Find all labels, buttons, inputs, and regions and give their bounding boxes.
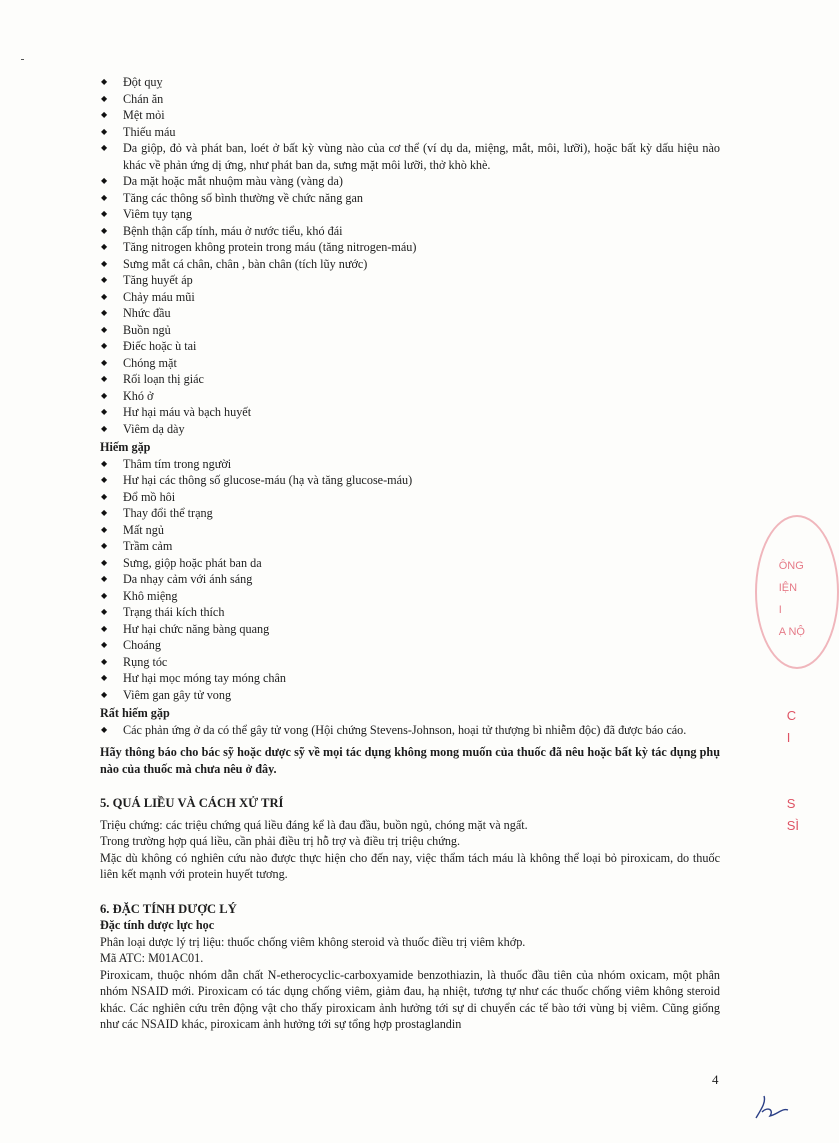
section6-paragraph-2: Mã ATC: M01AC01.: [100, 951, 204, 965]
list-item: ◆ Rụng tóc: [100, 654, 720, 671]
stamp-mark: [787, 771, 799, 793]
list-item: ◆ Sưng mắt cá chân, chân , bàn chân (tích lũy nước): [100, 256, 720, 273]
stamp-line: ÔNG: [778, 560, 804, 572]
section5-paragraph-3: Mặc dù không có nghiên cứu nào được thực hiện cho đến nay, việc thẩm tách máu là không thể loại bỏ piroxicam, do thuốc liên kết mạnh với protein huyết tương.: [100, 850, 720, 881]
list-item: ◆ Thay đổi thể trạng: [100, 505, 720, 522]
list-item: ◆ Đổ mồ hôi: [100, 489, 720, 506]
list-item: ◆ Thiếu máu: [100, 124, 720, 141]
list-item: ◆ Chảy máu mũi: [100, 289, 720, 306]
list-item: ◆ Nhức đầu: [100, 305, 720, 322]
list-item: ◆ Các phản ứng ở da có thể gây tử vong (Hội chứng Stevens-Johnson, hoại tử thượng bì nhiễm độc) đã được báo cáo.: [100, 722, 720, 739]
list-item: ◆ Da mặt hoặc mắt nhuộm màu vàng (vàng da): [100, 173, 720, 190]
stamp-mark: SÌ: [786, 818, 799, 833]
list-item: ◆ Tăng nitrogen không protein trong máu (tăng nitrogen-máu): [100, 239, 720, 256]
section5-title: 5. QUÁ LIỀU VÀ CÁCH XỬ TRÍ: [100, 796, 284, 810]
document-body: [100, 74, 720, 1033]
stamp-mark: S: [786, 796, 796, 811]
list-item: ◆ Hư hại chức năng bàng quang: [100, 621, 720, 638]
page-number: 4: [712, 1072, 719, 1087]
stamp-mark: C: [786, 708, 797, 723]
list-item: ◆ Buồn ngủ: [100, 322, 720, 339]
list-item: ◆ Trầm cảm: [100, 538, 720, 555]
list-item: ◆ Tăng các thông số bình thường về chức năng gan: [100, 190, 720, 207]
rare-effects-list: [100, 456, 720, 704]
stamp-text: [779, 555, 805, 643]
list-item: ◆ Viêm dạ dày: [100, 421, 720, 438]
stamp-mark: [787, 749, 799, 771]
list-item: ◆ Bệnh thận cấp tính, máu ở nước tiểu, khó đái: [100, 223, 720, 240]
common-effects-list: [100, 74, 720, 437]
list-item: ◆ Viêm gan gây tử vong: [100, 687, 720, 704]
stamp-marks: [787, 705, 799, 837]
section6-subtitle: Đặc tính dược lực học: [100, 918, 215, 932]
list-item: ◆ Mất ngủ: [100, 522, 720, 539]
list-item: ◆ Trạng thái kích thích: [100, 604, 720, 621]
section5-paragraph-2: Trong trường hợp quá liều, cần phải điều trị hỗ trợ và điều trị triệu chứng.: [100, 834, 461, 848]
signature-mark: [752, 1088, 792, 1128]
section5-paragraph-1: Triệu chứng: các triệu chứng quá liều đáng kể là đau đầu, buồn ngủ, chóng mặt và ngất.: [100, 817, 528, 832]
list-item: ◆ Điếc hoặc ù tai: [100, 338, 720, 355]
list-item: ◆ Hư hại mọc móng tay móng chân: [100, 670, 720, 687]
scan-dot: [21, 59, 24, 60]
list-item: ◆ Da giộp, đỏ và phát ban, loét ở bất kỳ vùng nào của cơ thể (ví dụ da, miệng, mắt, môi, lưỡi), hoặc bất kỳ dấu hiệu nào khác về phản ứng dị ứng, như phát ban da, sưng mặt môi lưỡi, thở khò khè.: [100, 140, 720, 173]
stamp-line: IỆN: [778, 582, 798, 594]
list-item: ◆ Sưng, giộp hoặc phát ban da: [100, 555, 720, 572]
notice-paragraph: Hãy thông báo cho bác sỹ hoặc dược sỹ về mọi tác dụng không mong muốn của thuốc đã nêu hoặc bất kỳ tác dụng phụ nào của thuốc mà chưa nêu ở đây.: [100, 745, 720, 776]
list-item: ◆ Thâm tím trong người: [100, 456, 720, 473]
list-item: ◆ Hư hại các thông số glucose-máu (hạ và tăng glucose-máu): [100, 472, 720, 489]
list-item: ◆ Chán ăn: [100, 91, 720, 108]
list-item: ◆ Chóng mặt: [100, 355, 720, 372]
list-item: ◆ Da nhạy cảm với ánh sáng: [100, 571, 720, 588]
section6-title: 6. ĐẶC TÍNH DƯỢC LÝ: [100, 901, 237, 916]
rare-heading: Hiếm gặp: [100, 440, 151, 454]
stamp-line: A NỘ: [778, 626, 805, 638]
section6-paragraph-1: Phân loại dược lý trị liệu: thuốc chống viêm không steroid và thuốc điều trị viêm khớp.: [100, 934, 526, 949]
list-item: ◆ Hư hại máu và bạch huyết: [100, 404, 720, 421]
list-item: ◆ Rối loạn thị giác: [100, 371, 720, 388]
list-item: ◆ Tăng huyết áp: [100, 272, 720, 289]
list-item: ◆ Khô miệng: [100, 588, 720, 605]
very-rare-heading: Rất hiếm gặp: [100, 706, 170, 720]
list-item: ◆ Viêm tụy tạng: [100, 206, 720, 223]
very-rare-effects-list: [100, 722, 720, 739]
list-item: ◆ Mệt mỏi: [100, 107, 720, 124]
stamp-line: I: [778, 604, 782, 616]
list-item: ◆ Đột quỵ: [100, 74, 720, 91]
section6-paragraph-3: Piroxicam, thuộc nhóm dẫn chất N-etherocyclic-carboxyamide benzothiazin, là thuốc đầu tiên của nhóm oxicam, một phân nhóm NSAID mới. Piroxicam có tác dụng chống viêm, giảm đau, hạ nhiệt, tương tự như các thuốc chống viêm không steroid khác. Các nghiên cứu trên động vật cho thấy piroxicam ảnh hưởng tới sự di chuyển các tế bào tới vùng bị viêm. Cũng giống như các NSAID khác, piroxicam ảnh hưởng tới sự tổng hợp prostaglandin: [100, 967, 720, 1031]
stamp-mark: I: [786, 730, 791, 745]
list-item: ◆ Khó ở: [100, 388, 720, 405]
list-item: ◆ Choáng: [100, 637, 720, 654]
